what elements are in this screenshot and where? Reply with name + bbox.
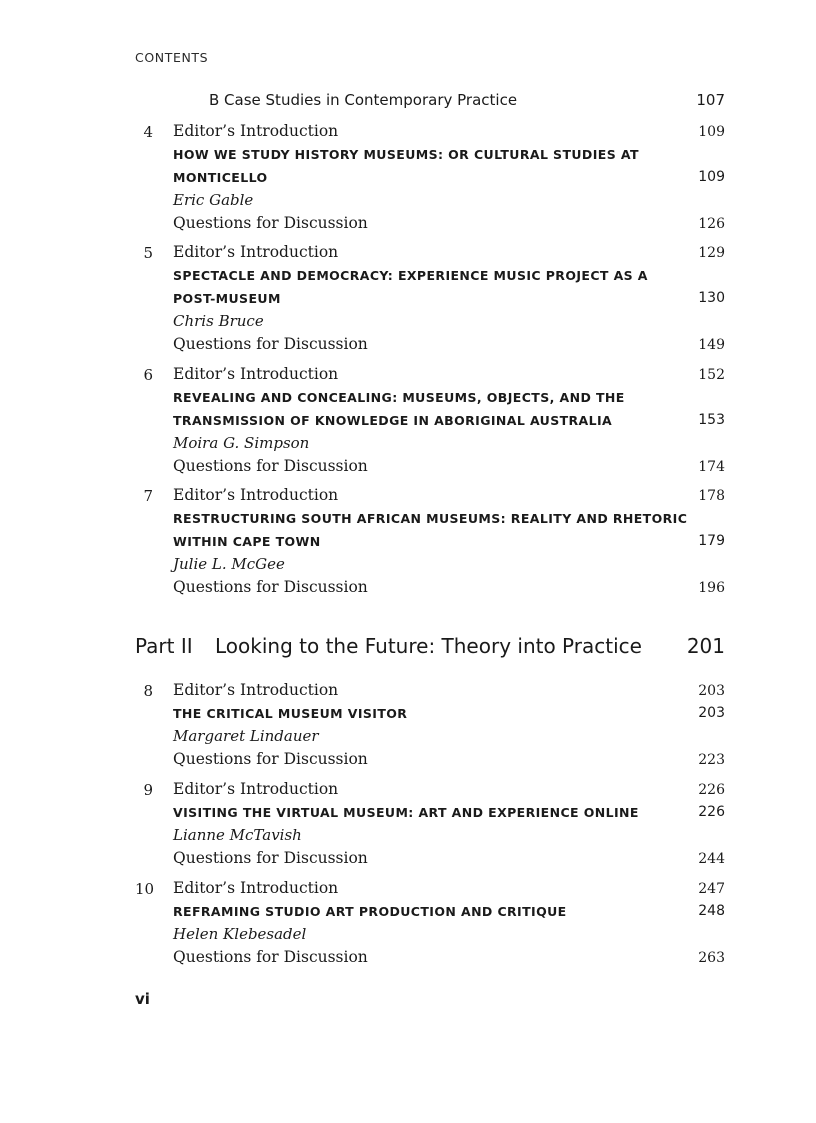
questions-page: 149 (698, 337, 725, 353)
intro-link[interactable]: Editor’s Introduction (173, 681, 339, 699)
questions-link[interactable]: Questions for Discussion (173, 948, 368, 966)
author: Margaret Lindauer (173, 727, 319, 745)
intro-link[interactable]: Editor’s Introduction (173, 122, 339, 140)
chapter-number: 4 (143, 123, 153, 141)
title-page: 109 (698, 169, 725, 185)
questions-page: 126 (698, 216, 725, 232)
chapter-title-line2[interactable]: TRANSMISSION OF KNOWLEDGE IN ABORIGINAL AUSTRALIA (173, 413, 613, 428)
chapter-entry-8 (135, 679, 725, 771)
title-page: 130 (698, 290, 725, 306)
author: Lianne McTavish (173, 826, 302, 844)
chapter-title[interactable]: THE CRITICAL MUSEUM VISITOR (173, 706, 408, 721)
chapter-number: 6 (143, 366, 153, 384)
title-page: 226 (698, 804, 725, 820)
chapter-entry-7 (135, 484, 725, 599)
chapter-entry-6 (135, 363, 725, 478)
questions-page: 223 (698, 752, 725, 768)
chapter-entry-4 (135, 120, 725, 235)
section-label: B Case Studies in Contemporary Practice (209, 91, 518, 109)
author: Eric Gable (173, 191, 254, 209)
section-page: 107 (696, 91, 725, 109)
part-title[interactable]: Looking to the Future: Theory into Practice (215, 634, 642, 658)
questions-link[interactable]: Questions for Discussion (173, 214, 368, 232)
chapter-number: 7 (143, 487, 153, 505)
questions-page: 244 (698, 851, 725, 867)
intro-page: 178 (698, 488, 725, 504)
chapter-number: 10 (135, 880, 155, 898)
intro-link[interactable]: Editor’s Introduction (173, 486, 339, 504)
chapter-title-line2[interactable]: MONTICELLO (173, 170, 268, 185)
chapter-title-line1[interactable]: RESTRUCTURING SOUTH AFRICAN MUSEUMS: REALITY AND RHETORIC (173, 511, 688, 526)
author: Helen Klebesadel (173, 925, 307, 943)
title-page: 179 (698, 533, 725, 549)
author: Julie L. McGee (173, 555, 285, 573)
questions-page: 196 (698, 580, 725, 596)
questions-link[interactable]: Questions for Discussion (173, 457, 368, 475)
title-page: 248 (698, 903, 725, 919)
intro-page: 203 (698, 683, 725, 699)
chapter-entry-9 (135, 778, 725, 870)
chapter-entry-5 (135, 241, 725, 356)
intro-page: 247 (698, 881, 725, 897)
questions-link[interactable]: Questions for Discussion (173, 578, 368, 596)
chapter-title-line1[interactable]: SPECTACLE AND DEMOCRACY: EXPERIENCE MUSIC PROJECT AS A (173, 268, 648, 283)
chapter-number: 9 (143, 781, 153, 799)
chapter-number: 8 (143, 682, 153, 700)
chapter-entry-10 (135, 877, 725, 969)
page-folio: vi (135, 990, 150, 1008)
questions-link[interactable]: Questions for Discussion (173, 849, 368, 867)
part-label: Part II (135, 634, 193, 658)
questions-page: 263 (698, 950, 725, 966)
intro-page: 129 (698, 245, 725, 261)
chapter-title[interactable]: REFRAMING STUDIO ART PRODUCTION AND CRITIQUE (173, 904, 567, 919)
title-page: 153 (698, 412, 725, 428)
running-head: CONTENTS (135, 50, 209, 65)
questions-link[interactable]: Questions for Discussion (173, 750, 368, 768)
intro-page: 109 (698, 124, 725, 140)
intro-page: 152 (698, 367, 725, 383)
author: Moira G. Simpson (173, 434, 310, 452)
intro-link[interactable]: Editor’s Introduction (173, 243, 339, 261)
title-page: 203 (698, 705, 725, 721)
intro-link[interactable]: Editor’s Introduction (173, 879, 339, 897)
intro-page: 226 (698, 782, 725, 798)
intro-link[interactable]: Editor’s Introduction (173, 365, 339, 383)
intro-link[interactable]: Editor’s Introduction (173, 780, 339, 798)
part-heading (135, 634, 725, 664)
chapter-title-line2[interactable]: POST-MUSEUM (173, 291, 281, 306)
chapter-number: 5 (143, 244, 153, 262)
questions-page: 174 (698, 459, 725, 475)
chapter-title-line1[interactable]: REVEALING AND CONCEALING: MUSEUMS, OBJECTS, AND THE (173, 390, 625, 405)
chapter-title-line1[interactable]: HOW WE STUDY HISTORY MUSEUMS: OR CULTURAL STUDIES AT (173, 147, 639, 162)
author: Chris Bruce (173, 312, 264, 330)
chapter-title[interactable]: VISITING THE VIRTUAL MUSEUM: ART AND EXPERIENCE ONLINE (173, 805, 639, 820)
part-page: 201 (686, 634, 725, 658)
chapter-title-line2[interactable]: WITHIN CAPE TOWN (173, 534, 321, 549)
questions-link[interactable]: Questions for Discussion (173, 335, 368, 353)
